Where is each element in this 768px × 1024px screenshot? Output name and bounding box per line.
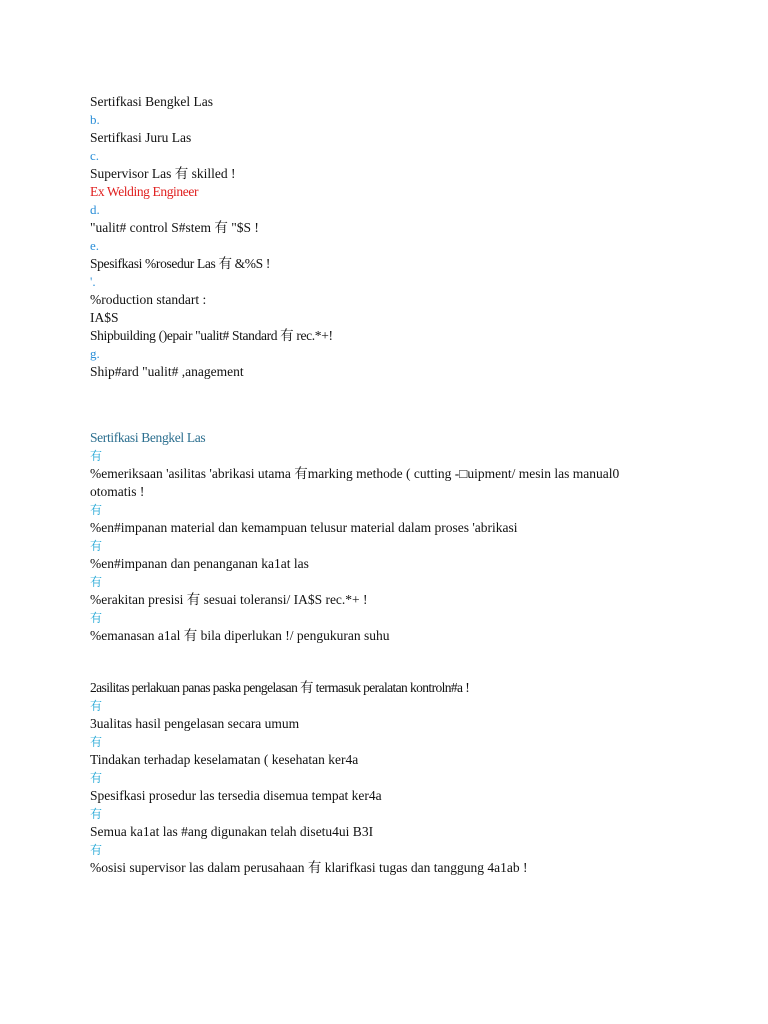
bullet-marker: 有	[90, 771, 103, 785]
bullet-marker: 有	[90, 503, 103, 517]
doc-line: Shipbuilding ()epair "ualit# Standard 有 rec.*+!	[90, 328, 333, 343]
list-item: Semua ka1at las #ang digunakan telah disetu4ui B3I	[90, 824, 374, 839]
doc-line: Ship#ard "ualit# ,anagement	[90, 364, 244, 379]
section-title: Sertifkasi Bengkel Las	[90, 430, 206, 445]
inspection-section	[90, 679, 690, 877]
list-item: %en#impanan dan penanganan ka1at las	[90, 556, 309, 571]
list-marker: e.	[90, 238, 100, 253]
list-item: %erakitan presisi 有 sesuai toleransi/ IA$S rec.*+ !	[90, 592, 368, 607]
list-item: %osisi supervisor las dalam perusahaan 有 klarifkasi tugas dan tanggung 4a1ab !	[90, 860, 528, 875]
doc-line: IA$S	[90, 310, 119, 325]
certification-list	[90, 93, 690, 381]
bullet-marker: 有	[90, 843, 103, 857]
list-marker: '.	[90, 274, 96, 289]
list-marker: b.	[90, 112, 100, 127]
list-marker: d.	[90, 202, 100, 217]
list-item: %emanasan a1al 有 bila diperlukan !/ pengukuran suhu	[90, 628, 390, 643]
list-item: %emeriksaan 'asilitas 'abrikasi utama 有marking methode ( cutting -□uipment/ mesin las manual0 otomatis !	[90, 466, 620, 499]
doc-line: "ualit# control S#stem 有 "$S !	[90, 220, 259, 235]
bullet-marker: 有	[90, 449, 103, 463]
list-marker: c.	[90, 148, 100, 163]
list-item: Tindakan terhadap keselamatan ( kesehatan ker4a	[90, 752, 359, 767]
bullet-marker: 有	[90, 699, 103, 713]
red-note: Ex Welding Engineer	[90, 184, 199, 199]
doc-line: Sertifkasi Bengkel Las	[90, 94, 213, 109]
bullet-marker: 有	[90, 539, 103, 553]
list-item: 2asilitas perlakuan panas paska pengelasan 有 termasuk peralatan kontroln#a !	[90, 680, 470, 695]
bullet-marker: 有	[90, 611, 103, 625]
doc-line: Spesifkasi %rosedur Las 有 &%S !	[90, 256, 270, 271]
doc-line: Supervisor Las 有 skilled !	[90, 166, 236, 181]
bullet-marker: 有	[90, 807, 103, 821]
bullet-marker: 有	[90, 575, 103, 589]
doc-line: Sertifkasi Juru Las	[90, 130, 192, 145]
list-item: Spesifkasi prosedur las tersedia disemua tempat ker4a	[90, 788, 382, 803]
list-item: 3ualitas hasil pengelasan secara umum	[90, 716, 300, 731]
bullet-marker: 有	[90, 735, 103, 749]
doc-line: %roduction standart :	[90, 292, 207, 307]
workshop-certification-section	[90, 429, 690, 645]
list-item: %en#impanan material dan kemampuan telusur material dalam proses 'abrikasi	[90, 520, 518, 535]
list-marker: g.	[90, 346, 100, 361]
